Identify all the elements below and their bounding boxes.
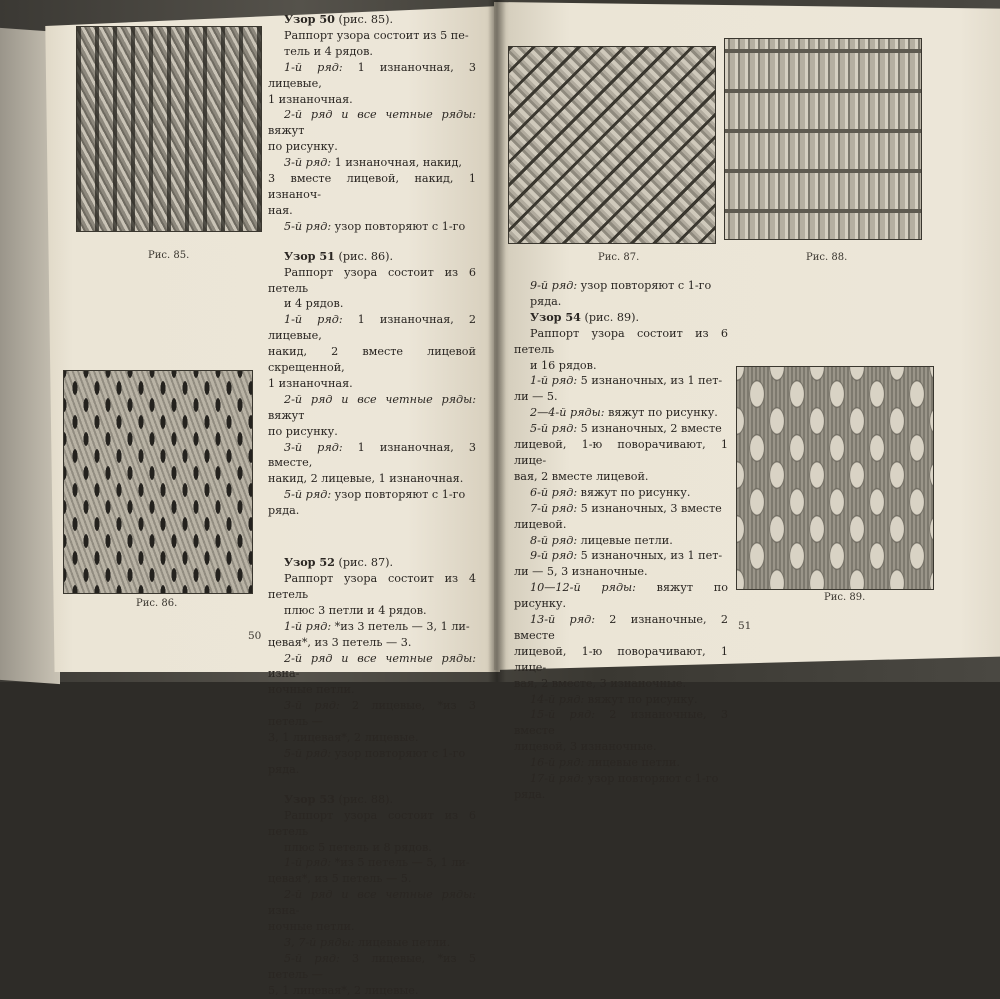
row-label: 3-й ряд: bbox=[284, 156, 332, 170]
row-label: 2-й ряд и все четные ряды: bbox=[284, 888, 476, 902]
row-instruction: Раппорт узора состоит из 5 пе- bbox=[284, 28, 469, 42]
row-instruction: плюс 3 петли и 4 рядов. bbox=[284, 603, 427, 617]
row-label: 5-й ряд: bbox=[284, 488, 332, 502]
row-label: 2—4-й ряды: bbox=[530, 406, 605, 420]
row-instruction: узор повторяют с 1-го bbox=[331, 488, 466, 502]
row-instruction: по рисунку. bbox=[268, 140, 338, 154]
row-instruction: 5 изнаночных, из 1 пет- bbox=[577, 549, 723, 563]
swatch-photo-88 bbox=[724, 38, 922, 240]
page-number-left: 50 bbox=[248, 630, 262, 642]
pattern-line bbox=[514, 373, 728, 389]
pattern-line bbox=[268, 471, 476, 487]
row-label: 2-й ряд и все четные ряды: bbox=[284, 651, 476, 665]
pattern-line bbox=[514, 501, 728, 517]
caption-88: Рис. 88. bbox=[806, 252, 848, 263]
pattern-line bbox=[514, 517, 728, 533]
row-instruction: ряда. bbox=[268, 762, 300, 776]
row-instruction: лицевой, 1-ю поворачивают, 1 лице- bbox=[514, 644, 728, 674]
row-instruction: узор повторяют с 1-го bbox=[577, 279, 712, 292]
row-label: 17-й ряд: bbox=[530, 772, 585, 786]
page-number-right: 51 bbox=[738, 620, 752, 632]
pattern-figure-ref: (рис. 89). bbox=[584, 310, 640, 324]
pattern-line bbox=[514, 771, 728, 787]
pattern-line bbox=[514, 580, 728, 612]
row-instruction: 5, 1 лицевая*, 2 лицевые. bbox=[268, 983, 419, 997]
pattern-title: Узор 51 bbox=[284, 248, 335, 263]
row-instruction: 5 изнаночных, 2 вместе bbox=[577, 422, 722, 436]
pattern-line bbox=[514, 278, 728, 294]
pattern-line bbox=[268, 376, 476, 392]
swatch-photo-87 bbox=[508, 46, 716, 244]
pattern-line bbox=[514, 469, 728, 485]
row-instruction: ряда. bbox=[530, 294, 562, 308]
swatch-photo-85 bbox=[76, 26, 262, 232]
row-label: 10—12-й ряды: bbox=[530, 581, 636, 595]
pattern-figure-ref: (рис. 88). bbox=[338, 792, 394, 806]
row-label: 8-й ряд: bbox=[530, 533, 578, 547]
row-instruction: 1 изнаночная, 3 вместе, bbox=[268, 440, 476, 470]
pattern-line bbox=[514, 437, 728, 469]
row-label: 9-й ряд: bbox=[530, 279, 578, 292]
pattern-line bbox=[268, 203, 476, 219]
pattern-line bbox=[268, 487, 476, 503]
pattern-line bbox=[268, 171, 476, 203]
row-label: 2-й ряд и все четные ряды: bbox=[284, 108, 476, 122]
row-instruction: ряда. bbox=[268, 504, 300, 518]
row-instruction: 3, 1 лицевая*, 2 лицевые. bbox=[268, 731, 419, 745]
row-label: 13-й ряд: bbox=[530, 613, 595, 627]
pattern-line bbox=[514, 787, 728, 803]
row-instruction: ная. bbox=[268, 203, 293, 217]
pattern-line bbox=[268, 503, 476, 519]
caption-86: Рис. 86. bbox=[136, 598, 178, 609]
row-label: 2-й ряд и все четные ряды: bbox=[284, 392, 476, 406]
pattern-line bbox=[514, 612, 728, 644]
row-label: 6-й ряд: bbox=[530, 485, 578, 499]
pattern-line bbox=[268, 840, 476, 856]
row-instruction: Раппорт узора состоит из 4 петель bbox=[268, 572, 476, 601]
pattern-line bbox=[268, 92, 476, 108]
pattern-line bbox=[268, 935, 476, 951]
pattern-line bbox=[268, 698, 476, 730]
row-label: 3, 7-й ряды: bbox=[284, 935, 355, 949]
row-instruction: и 4 рядов. bbox=[284, 297, 344, 311]
row-instruction: Раппорт узора состоит из 6 петель bbox=[268, 265, 476, 295]
row-instruction: цевая*, из 3 петель — 3. bbox=[268, 635, 412, 649]
block-spacer bbox=[268, 519, 476, 555]
pattern-figure-ref: (рис. 85). bbox=[338, 13, 394, 26]
pattern-line bbox=[268, 651, 476, 683]
row-instruction: ли — 5, 3 изнаночные. bbox=[514, 565, 648, 579]
pattern-heading bbox=[268, 792, 476, 808]
row-instruction: вяжут по рисунку. bbox=[584, 692, 698, 706]
pattern-line bbox=[268, 951, 476, 983]
pattern-line bbox=[268, 265, 476, 297]
pattern-line bbox=[268, 855, 476, 871]
pattern-line bbox=[514, 707, 728, 739]
pattern-line bbox=[268, 808, 476, 840]
pattern-heading bbox=[514, 310, 728, 326]
row-instruction: плюс 5 петель и 8 рядов. bbox=[284, 840, 432, 854]
row-label: 1-й ряд: bbox=[284, 856, 332, 870]
row-instruction: лицевые петли. bbox=[354, 935, 451, 949]
left-page-text bbox=[268, 12, 476, 999]
row-instruction: *из 5 петель — 5, 1 ли- bbox=[331, 856, 470, 870]
row-instruction: цевая*, из 5 петель — 5. bbox=[268, 872, 412, 886]
pattern-line bbox=[514, 564, 728, 580]
pattern-line bbox=[268, 219, 476, 235]
row-instruction: 5 изнаночных, из 1 пет- bbox=[577, 374, 723, 388]
row-label: 5-й ряд: bbox=[284, 746, 332, 760]
row-label: 1-й ряд: bbox=[284, 60, 343, 74]
pattern-line bbox=[514, 421, 728, 437]
row-instruction: 1 изнаночная. bbox=[268, 376, 353, 390]
caption-87: Рис. 87. bbox=[598, 252, 640, 263]
row-instruction: лицевой, 1-ю поворачивают, 1 лице- bbox=[514, 438, 728, 467]
pattern-heading bbox=[268, 12, 476, 28]
caption-85: Рис. 85. bbox=[148, 250, 190, 261]
row-instruction: вая, 2 вместе лицевой. bbox=[514, 469, 649, 483]
pattern-line bbox=[514, 692, 728, 708]
pattern-line bbox=[268, 746, 476, 762]
pattern-line bbox=[268, 919, 476, 935]
row-label: 15-й ряд: bbox=[530, 708, 595, 722]
row-instruction: 1 изнаночная, накид, bbox=[331, 156, 462, 170]
pattern-line bbox=[268, 44, 476, 60]
pattern-line bbox=[268, 107, 476, 139]
row-label: 5-й ряд: bbox=[530, 422, 578, 436]
row-instruction: изна- bbox=[268, 667, 300, 681]
row-instruction: тель и 4 рядов. bbox=[284, 44, 373, 58]
row-instruction: лицевой, 3 изнаночные. bbox=[514, 740, 657, 754]
row-instruction: 2 изнаночные, 3 вместе bbox=[514, 708, 728, 738]
row-instruction: вяжут по рисунку. bbox=[577, 485, 691, 499]
pattern-line bbox=[514, 548, 728, 564]
row-instruction: узор повторяют с 1-го bbox=[331, 746, 466, 760]
pattern-title: Узор 52 bbox=[284, 555, 335, 570]
pattern-line bbox=[268, 983, 476, 999]
pattern-line bbox=[268, 871, 476, 887]
pattern-line bbox=[268, 571, 476, 603]
row-instruction: 3 лицевые, *из 5 петель — bbox=[268, 951, 476, 981]
pattern-line bbox=[268, 424, 476, 440]
row-instruction: узор повторяют с 1-го bbox=[331, 219, 466, 233]
row-instruction: узор повторяют с 1-го bbox=[584, 772, 719, 786]
row-label: 3-й ряд: bbox=[284, 699, 340, 713]
row-instruction: вая, 2 вместе, 3 изнаночные. bbox=[514, 676, 687, 690]
pattern-line bbox=[514, 294, 728, 310]
row-instruction: 1 изнаночная, 2 лицевые, bbox=[268, 313, 476, 343]
row-label: 9-й ряд: bbox=[530, 549, 578, 563]
pattern-line bbox=[514, 326, 728, 358]
pattern-line bbox=[514, 358, 728, 374]
pattern-line bbox=[268, 139, 476, 155]
pattern-line bbox=[268, 682, 476, 698]
pattern-line bbox=[268, 60, 476, 92]
pattern-heading bbox=[268, 555, 476, 571]
row-instruction: Раппорт узора состоит из 6 петель bbox=[268, 808, 476, 838]
row-label: 16-й ряд: bbox=[530, 756, 585, 770]
row-instruction: и 16 рядов. bbox=[530, 358, 597, 372]
pattern-line bbox=[514, 389, 728, 405]
row-instruction: ряда. bbox=[514, 788, 546, 801]
row-instruction: 2 изнаночные, 2 вместе bbox=[514, 613, 728, 642]
pattern-line bbox=[514, 405, 728, 421]
row-instruction: ли — 5. bbox=[514, 390, 558, 404]
pattern-line bbox=[268, 619, 476, 635]
row-instruction: изна- bbox=[268, 904, 300, 918]
row-instruction: лицевой. bbox=[514, 517, 567, 531]
pattern-heading bbox=[268, 249, 476, 265]
pattern-title: Узор 50 bbox=[284, 12, 335, 26]
row-instruction: 1 изнаночная, 3 лицевые, bbox=[268, 60, 476, 90]
row-instruction: *из 3 петель — 3, 1 ли- bbox=[331, 619, 470, 633]
block-spacer bbox=[268, 235, 476, 249]
pattern-line bbox=[268, 603, 476, 619]
pattern-line bbox=[268, 296, 476, 312]
row-label: 14-й ряд: bbox=[530, 692, 585, 706]
row-instruction: 3 вместе лицевой, накид, 1 изнаноч- bbox=[268, 172, 476, 201]
row-instruction: ночные петли. bbox=[268, 683, 355, 697]
row-label: 1-й ряд: bbox=[284, 313, 343, 327]
block-spacer bbox=[268, 778, 476, 792]
pattern-line bbox=[268, 887, 476, 919]
row-instruction: Раппорт узора состоит из 6 петель bbox=[514, 326, 728, 356]
swatch-photo-86 bbox=[63, 370, 253, 594]
pattern-line bbox=[268, 762, 476, 778]
row-instruction: ночные петли. bbox=[268, 920, 355, 934]
row-instruction: вяжут bbox=[268, 408, 305, 422]
row-instruction: 5 изнаночных, 3 вместе bbox=[577, 501, 722, 515]
pattern-line bbox=[514, 755, 728, 771]
row-instruction: лицевые петли. bbox=[584, 756, 680, 770]
row-label: 5-й ряд: bbox=[284, 219, 332, 233]
row-label: 1-й ряд: bbox=[284, 619, 332, 633]
pattern-line bbox=[514, 676, 728, 692]
pattern-title: Узор 54 bbox=[530, 309, 581, 324]
pattern-line bbox=[268, 440, 476, 472]
row-instruction: по рисунку. bbox=[268, 424, 338, 438]
pattern-line bbox=[268, 392, 476, 424]
pattern-title: Узор 53 bbox=[284, 791, 335, 806]
row-label: 3-й ряд: bbox=[284, 440, 343, 454]
row-instruction: накид, 2 лицевые, 1 изнаночная. bbox=[268, 472, 464, 486]
row-label: 1-й ряд: bbox=[530, 374, 578, 388]
row-instruction: 2 лицевые, *из 3 петель — bbox=[268, 699, 476, 729]
pattern-line bbox=[268, 344, 476, 376]
swatch-photo-89 bbox=[736, 366, 934, 590]
row-instruction: вяжут по рисунку. bbox=[604, 406, 718, 420]
pattern-line bbox=[514, 533, 728, 549]
pattern-line bbox=[514, 644, 728, 676]
pattern-line bbox=[514, 739, 728, 755]
pattern-line bbox=[268, 155, 476, 171]
pattern-line bbox=[514, 485, 728, 501]
row-instruction: накид, 2 вместе лицевой скрещенной, bbox=[268, 345, 476, 375]
caption-89: Рис. 89. bbox=[824, 592, 866, 603]
row-instruction: вяжут bbox=[268, 124, 305, 138]
pattern-line bbox=[268, 730, 476, 746]
row-label: 5-й ряд: bbox=[284, 951, 340, 965]
row-instruction: вяжут по рисунку. bbox=[514, 581, 728, 611]
pattern-line bbox=[268, 28, 476, 44]
pattern-line bbox=[268, 312, 476, 344]
pattern-figure-ref: (рис. 87). bbox=[338, 556, 394, 570]
row-instruction: лицевые петли. bbox=[577, 533, 673, 547]
right-page-text bbox=[514, 278, 728, 803]
row-label: 7-й ряд: bbox=[530, 501, 578, 515]
pattern-line bbox=[268, 635, 476, 651]
pattern-figure-ref: (рис. 86). bbox=[338, 249, 394, 263]
book-gutter bbox=[488, 0, 506, 682]
row-instruction: 1 изнаночная. bbox=[268, 92, 353, 106]
